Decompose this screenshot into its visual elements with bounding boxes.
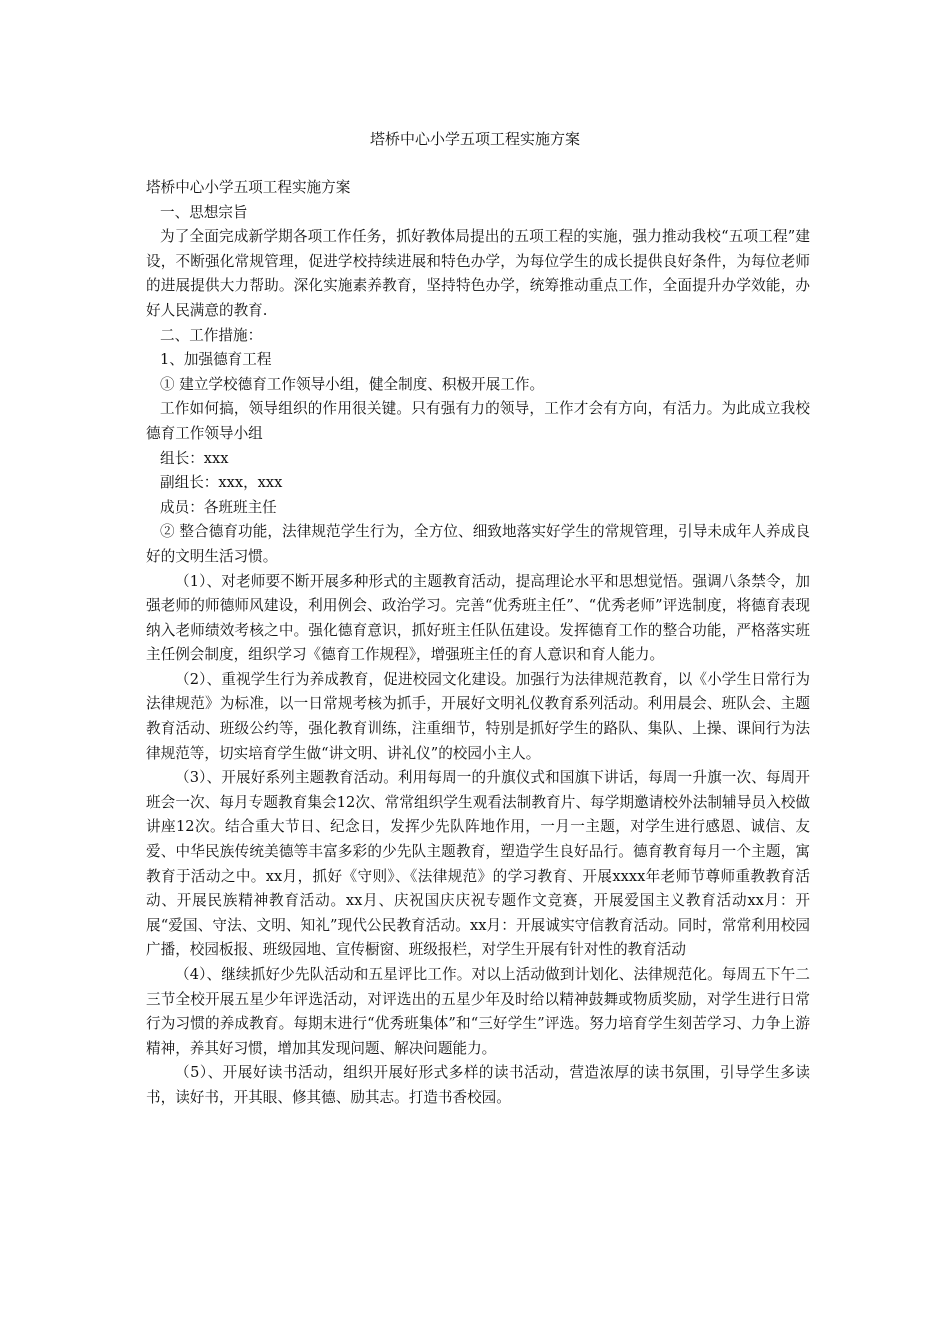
body-heading: 塔桥中心小学五项工程实施方案 — [146, 179, 351, 196]
document-title: 塔桥中心小学五项工程实施方案 — [369, 130, 580, 148]
subsection-heading-1: 1、加强德育工程 — [160, 351, 272, 369]
document-body — [146, 176, 810, 1111]
item-2: ② 整合德育功能，法律规范学生行为，全方位、细致地落实好学生的常规管理，引导未成年人养成良好的文明生活习惯。 — [146, 523, 810, 565]
item-1: ① 建立学校德育工作领导小组，健全制度、积极开展工作。 — [160, 375, 545, 393]
paragraph-leadership: 工作如何搞，领导组织的作用很关键。只有强有力的领导，工作才会有方向，有活力。为此成立我校德育工作领导小组 — [146, 400, 810, 442]
measure-3: （3）、开展好系列主题教育活动。利用每周一的升旗仪式和国旗下讲话，每周一升旗一次、每周开班会一次、每月专题教育集会12次、常常组织学生观看法制教育片、每学期邀请校外法制辅导员入校做讲座12次。结合重大节日、纪念日，发挥少先队阵地作用，一月一主题，对学生进行感恩、诚信、友爱、中华民族传统美德等丰富多彩的少先队主题教育，塑造学生良好品行。德育教育每月一个主题，寓教育于活动之中。xx月，抓好《守则》、《法律规范》的学习教育、开展xxxx年老师节尊师重教教育活动、开展民族精神教育活动。xx月、庆祝国庆庆祝专题作文竞赛，开展爱国主义教育活动xx月：开展“爱国、守法、文明、知礼”现代公民教育活动。xx月：开展诚实守信教育活动。同时，常常利用校园广播，校园板报、班级园地、宣传橱窗、班级报栏，对学生开展有针对性的教育活动 — [146, 769, 810, 959]
leader-line: 组长：xxx — [160, 449, 229, 467]
measure-4: （4）、继续抓好少先队活动和五星评比工作。对以上活动做到计划化、法律规范化。每周五下午二三节全校开展五星少年评选活动，对评选出的五星少年及时给以精神鼓舞或物质奖励，对学生进行日常行为习惯的养成教育。每期末进行“优秀班集体”和“三好学生”评选。努力培育学生刻苦学习、力争上游精神，养其好习惯，增加其发现问题、解决问题能力。 — [146, 966, 810, 1057]
section-heading-1: 一、思想宗旨 — [160, 203, 248, 221]
paragraph-purpose: 为了全面完成新学期各项工作任务，抓好教体局提出的五项工程的实施，强力推动我校“五项工程”建设，不断强化常规管理，促进学校持续进展和特色办学，为每位学生的成长提供良好条件，为每位老师的进展提供大力帮助。深化实施素养教育，坚持特色办学，统筹推动重点工作，全面提升办学效能，办好人民满意的教育. — [146, 228, 810, 319]
measure-1: （1）、对老师要不断开展多种形式的主题教育活动，提高理论水平和思想觉悟。强调八条禁令，加强老师的师德师风建设，利用例会、政治学习。完善“优秀班主任”、“优秀老师”评选制度，将德育表现纳入老师绩效考核之中。强化德育意识，抓好班主任队伍建设。发挥德育工作的整合功能，严格落实班主任例会制度，组织学习《德育工作规程》，增强班主任的育人意识和育人能力。 — [146, 572, 810, 664]
measure-2: （2）、重视学生行为养成教育，促进校园文化建设。加强行为法律规范教育，以《小学生日常行为法律规范》为标准，以一日常规考核为抓手，开展好文明礼仪教育系列活动。利用晨会、班队会、主题教育活动、班级公约等，强化教育训练，注重细节，特别是抓好学生的路队、集队、上操、课间行为法律规范等，切实培育学生做“讲文明、讲礼仪”的校园小主人。 — [146, 670, 810, 762]
deputy-leader-line: 副组长：xxx，xxx — [160, 474, 283, 492]
members-line: 成员：各班班主任 — [160, 498, 277, 516]
section-heading-2: 二、工作措施： — [160, 326, 263, 344]
measure-5: （5）、开展好读书活动，组织开展好形式多样的读书活动，营造浓厚的读书氛围，引导学生多读书，读好书，开其眼、修其德、励其志。打造书香校园。 — [146, 1064, 810, 1106]
